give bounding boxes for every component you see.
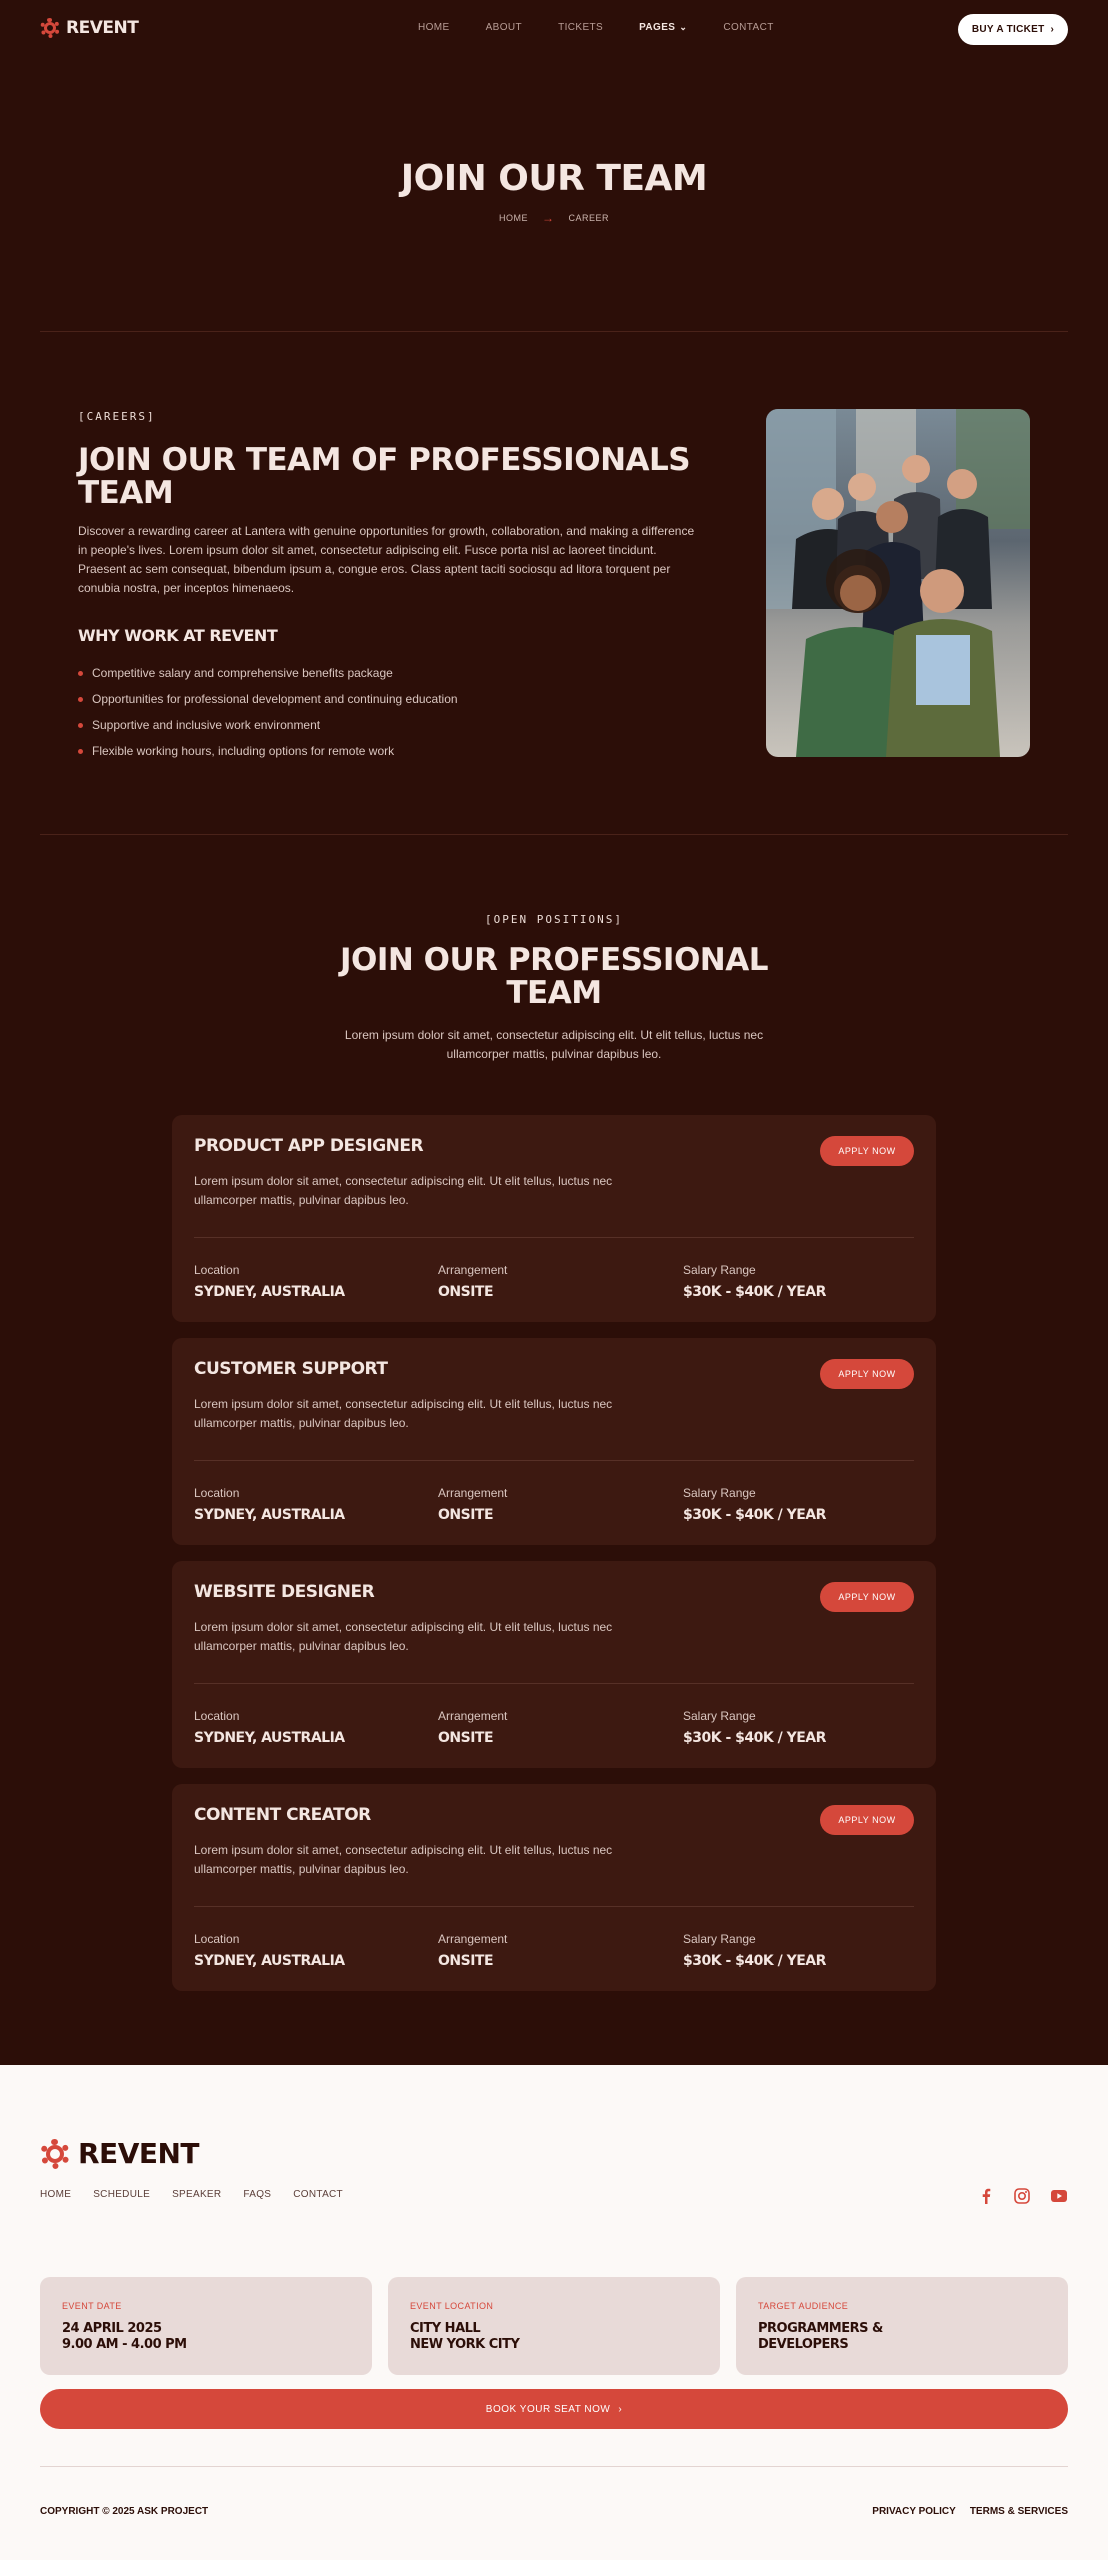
team-photo xyxy=(766,409,1030,757)
job-card xyxy=(172,1338,936,1545)
youtube-icon[interactable] xyxy=(1050,2187,1068,2205)
arrangement-label: Arrangement xyxy=(438,1932,508,1946)
job-card xyxy=(172,1784,936,1991)
nav-home[interactable]: HOME xyxy=(418,22,450,33)
target-audience-value xyxy=(758,2321,883,2353)
location-label: Location xyxy=(194,1486,240,1500)
job-divider xyxy=(194,1683,914,1684)
job-description: Lorem ipsum dolor sit amet, consectetur adipiscing elit. Ut elit tellus, luctus nec ullamcorper mattis, pulvinar dapibus leo. xyxy=(194,1620,613,1653)
salary-label: Salary Range xyxy=(683,1486,756,1500)
location-label: Location xyxy=(194,1932,240,1946)
job-salary xyxy=(683,1709,826,1746)
job-divider xyxy=(194,1237,914,1238)
legal-links xyxy=(872,2506,1068,2517)
event-date-value xyxy=(62,2321,187,2353)
footer-nav-schedule[interactable]: SCHEDULE xyxy=(93,2189,151,2200)
careers-title: JOIN OUR TEAM OF PROFESSIONALS TEAM xyxy=(78,442,691,511)
job-card xyxy=(172,1561,936,1768)
breadcrumb-current: CAREER xyxy=(568,213,609,223)
nav-about[interactable]: ABOUT xyxy=(485,22,523,33)
site-header xyxy=(0,0,1108,60)
terms-link[interactable]: TERMS & SERVICES xyxy=(969,2506,1068,2517)
open-positions-title xyxy=(0,944,1108,1010)
logo-icon xyxy=(40,2139,70,2169)
footer-nav-home[interactable]: HOME xyxy=(40,2189,72,2200)
salary-label: Salary Range xyxy=(683,1263,756,1277)
footer-nav-contact[interactable]: CONTACT xyxy=(293,2189,343,2200)
why-work-title: WHY WORK AT REVENT xyxy=(78,626,278,645)
book-seat-label: BOOK YOUR SEAT NOW xyxy=(485,2403,611,2415)
chevron-right-icon: › xyxy=(618,2403,623,2415)
salary-value: $30K - $40K / YEAR xyxy=(683,1953,826,1969)
job-arrangement xyxy=(438,1263,507,1300)
arrow-right-icon: → xyxy=(541,211,555,225)
nav-contact[interactable]: CONTACT xyxy=(723,22,774,33)
section-divider xyxy=(40,331,1068,332)
location-label: Location xyxy=(194,1263,240,1277)
arrangement-label: Arrangement xyxy=(438,1486,508,1500)
chevron-right-icon: › xyxy=(1050,24,1055,35)
audience-line-2: DEVELOPERS xyxy=(758,2337,849,2352)
privacy-policy-link[interactable]: PRIVACY POLICY xyxy=(872,2506,956,2517)
job-title: PRODUCT APP DESIGNER xyxy=(194,1136,424,1156)
arrangement-value: ONSITE xyxy=(438,1507,494,1523)
job-location xyxy=(194,1263,345,1300)
logo-icon xyxy=(40,18,60,38)
event-location-value xyxy=(410,2321,519,2353)
careers-description: Discover a rewarding career at Lantera with genuine opportunities for growth, collaboration, and making a difference in people's lives. Lorem ipsum dolor sit amet, consectetur adipiscing elit. Fusce porta nisl ac laoreet tincidunt. Praesent ac sem consequat, bibendum ipsum a, congue eros. Class aptent taciti sociosqu ad litora torquent per conubia nostra, per inceptos himenaeos. xyxy=(78,524,695,595)
main-nav xyxy=(418,22,810,33)
event-venue-line: CITY HALL xyxy=(410,2321,481,2336)
event-date-card xyxy=(40,2277,372,2375)
job-title: CONTENT CREATOR xyxy=(194,1805,371,1825)
copyright: COPYRIGHT © 2025 ASK PROJECT xyxy=(40,2506,209,2517)
buy-ticket-button[interactable] xyxy=(958,14,1068,45)
location-value: SYDNEY, AUSTRALIA xyxy=(194,1507,345,1523)
footer-nav-faqs[interactable]: FAQS xyxy=(243,2189,272,2200)
event-time-line: 9.00 AM - 4.00 PM xyxy=(62,2337,187,2352)
job-description: Lorem ipsum dolor sit amet, consectetur adipiscing elit. Ut elit tellus, luctus nec ullamcorper mattis, pulvinar dapibus leo. xyxy=(194,1843,613,1876)
book-seat-button[interactable] xyxy=(40,2389,1068,2429)
target-audience-label: TARGET AUDIENCE xyxy=(758,2301,849,2311)
benefit-item: Competitive salary and comprehensive benefits package xyxy=(78,660,458,686)
job-arrangement xyxy=(438,1932,507,1969)
apply-now-button[interactable]: APPLY NOW xyxy=(820,1805,914,1835)
arrangement-label: Arrangement xyxy=(438,1709,508,1723)
footer-nav-speaker[interactable]: SPEAKER xyxy=(172,2189,222,2200)
arrangement-value: ONSITE xyxy=(438,1284,494,1300)
nav-pages-label: PAGES xyxy=(639,22,676,33)
logo-text: REVENT xyxy=(66,18,139,38)
audience-line-1: PROGRAMMERS & xyxy=(758,2321,883,2336)
nav-pages[interactable] xyxy=(639,22,687,33)
open-positions-description: Lorem ipsum dolor sit amet, consectetur adipiscing elit. Ut elit tellus, luctus nec ullamcorper mattis, pulvinar dapibus leo. xyxy=(344,1028,764,1061)
event-date-label: EVENT DATE xyxy=(62,2301,122,2311)
instagram-icon[interactable] xyxy=(1013,2187,1031,2205)
event-date-line: 24 APRIL 2025 xyxy=(62,2321,162,2336)
job-location xyxy=(194,1932,345,1969)
page-title: JOIN OUR TEAM xyxy=(400,158,708,199)
section-divider xyxy=(40,834,1068,835)
open-positions-tag: [OPEN POSITIONS] xyxy=(485,913,623,926)
benefit-item: Opportunities for professional development and continuing education xyxy=(78,686,458,712)
event-city-line: NEW YORK CITY xyxy=(410,2337,520,2352)
job-salary xyxy=(683,1263,826,1300)
site-footer xyxy=(0,2065,1108,2560)
location-value: SYDNEY, AUSTRALIA xyxy=(194,1953,345,1969)
event-location-label: EVENT LOCATION xyxy=(410,2301,494,2311)
job-title: WEBSITE DESIGNER xyxy=(194,1582,375,1602)
arrangement-label: Arrangement xyxy=(438,1263,508,1277)
footer-divider xyxy=(40,2466,1068,2467)
apply-now-button[interactable]: APPLY NOW xyxy=(820,1136,914,1166)
salary-label: Salary Range xyxy=(683,1932,756,1946)
job-salary xyxy=(683,1486,826,1523)
open-positions-title-text: JOIN OUR PROFESSIONAL TEAM xyxy=(340,942,768,1011)
location-label: Location xyxy=(194,1709,240,1723)
job-arrangement xyxy=(438,1486,507,1523)
job-location xyxy=(194,1486,345,1523)
careers-tag: [CAREERS] xyxy=(78,410,156,423)
job-title: CUSTOMER SUPPORT xyxy=(194,1359,388,1379)
benefit-item: Supportive and inclusive work environment xyxy=(78,712,458,738)
benefit-item: Flexible working hours, including options for remote work xyxy=(78,738,458,764)
facebook-icon[interactable] xyxy=(977,2187,995,2205)
job-divider xyxy=(194,1460,914,1461)
nav-tickets[interactable]: TICKETS xyxy=(558,22,604,33)
arrangement-value: ONSITE xyxy=(438,1953,494,1969)
salary-value: $30K - $40K / YEAR xyxy=(683,1730,826,1746)
arrangement-value: ONSITE xyxy=(438,1730,494,1746)
event-location-card xyxy=(388,2277,720,2375)
salary-value: $30K - $40K / YEAR xyxy=(683,1284,826,1300)
apply-now-button[interactable]: APPLY NOW xyxy=(820,1359,914,1389)
location-value: SYDNEY, AUSTRALIA xyxy=(194,1730,345,1746)
location-value: SYDNEY, AUSTRALIA xyxy=(194,1284,345,1300)
apply-now-button[interactable]: APPLY NOW xyxy=(820,1582,914,1612)
job-location xyxy=(194,1709,345,1746)
job-salary xyxy=(683,1932,826,1969)
job-divider xyxy=(194,1906,914,1907)
salary-value: $30K - $40K / YEAR xyxy=(683,1507,826,1523)
job-description: Lorem ipsum dolor sit amet, consectetur adipiscing elit. Ut elit tellus, luctus nec ullamcorper mattis, pulvinar dapibus leo. xyxy=(194,1397,613,1430)
breadcrumb-home[interactable]: HOME xyxy=(498,213,528,223)
breadcrumb xyxy=(0,211,1108,225)
team-photo-illustration xyxy=(766,409,1030,757)
benefits-list xyxy=(78,660,458,764)
chevron-down-icon: ⌄ xyxy=(679,22,688,32)
target-audience-card xyxy=(736,2277,1068,2375)
footer-nav xyxy=(40,2189,365,2200)
job-card xyxy=(172,1115,936,1322)
buy-ticket-label: BUY A TICKET xyxy=(971,24,1045,35)
job-arrangement xyxy=(438,1709,507,1746)
footer-logo[interactable] xyxy=(40,2137,199,2170)
salary-label: Salary Range xyxy=(683,1709,756,1723)
footer-logo-text: REVENT xyxy=(78,2137,200,2170)
job-description: Lorem ipsum dolor sit amet, consectetur adipiscing elit. Ut elit tellus, luctus nec ullamcorper mattis, pulvinar dapibus leo. xyxy=(194,1174,613,1207)
logo[interactable] xyxy=(40,18,138,38)
